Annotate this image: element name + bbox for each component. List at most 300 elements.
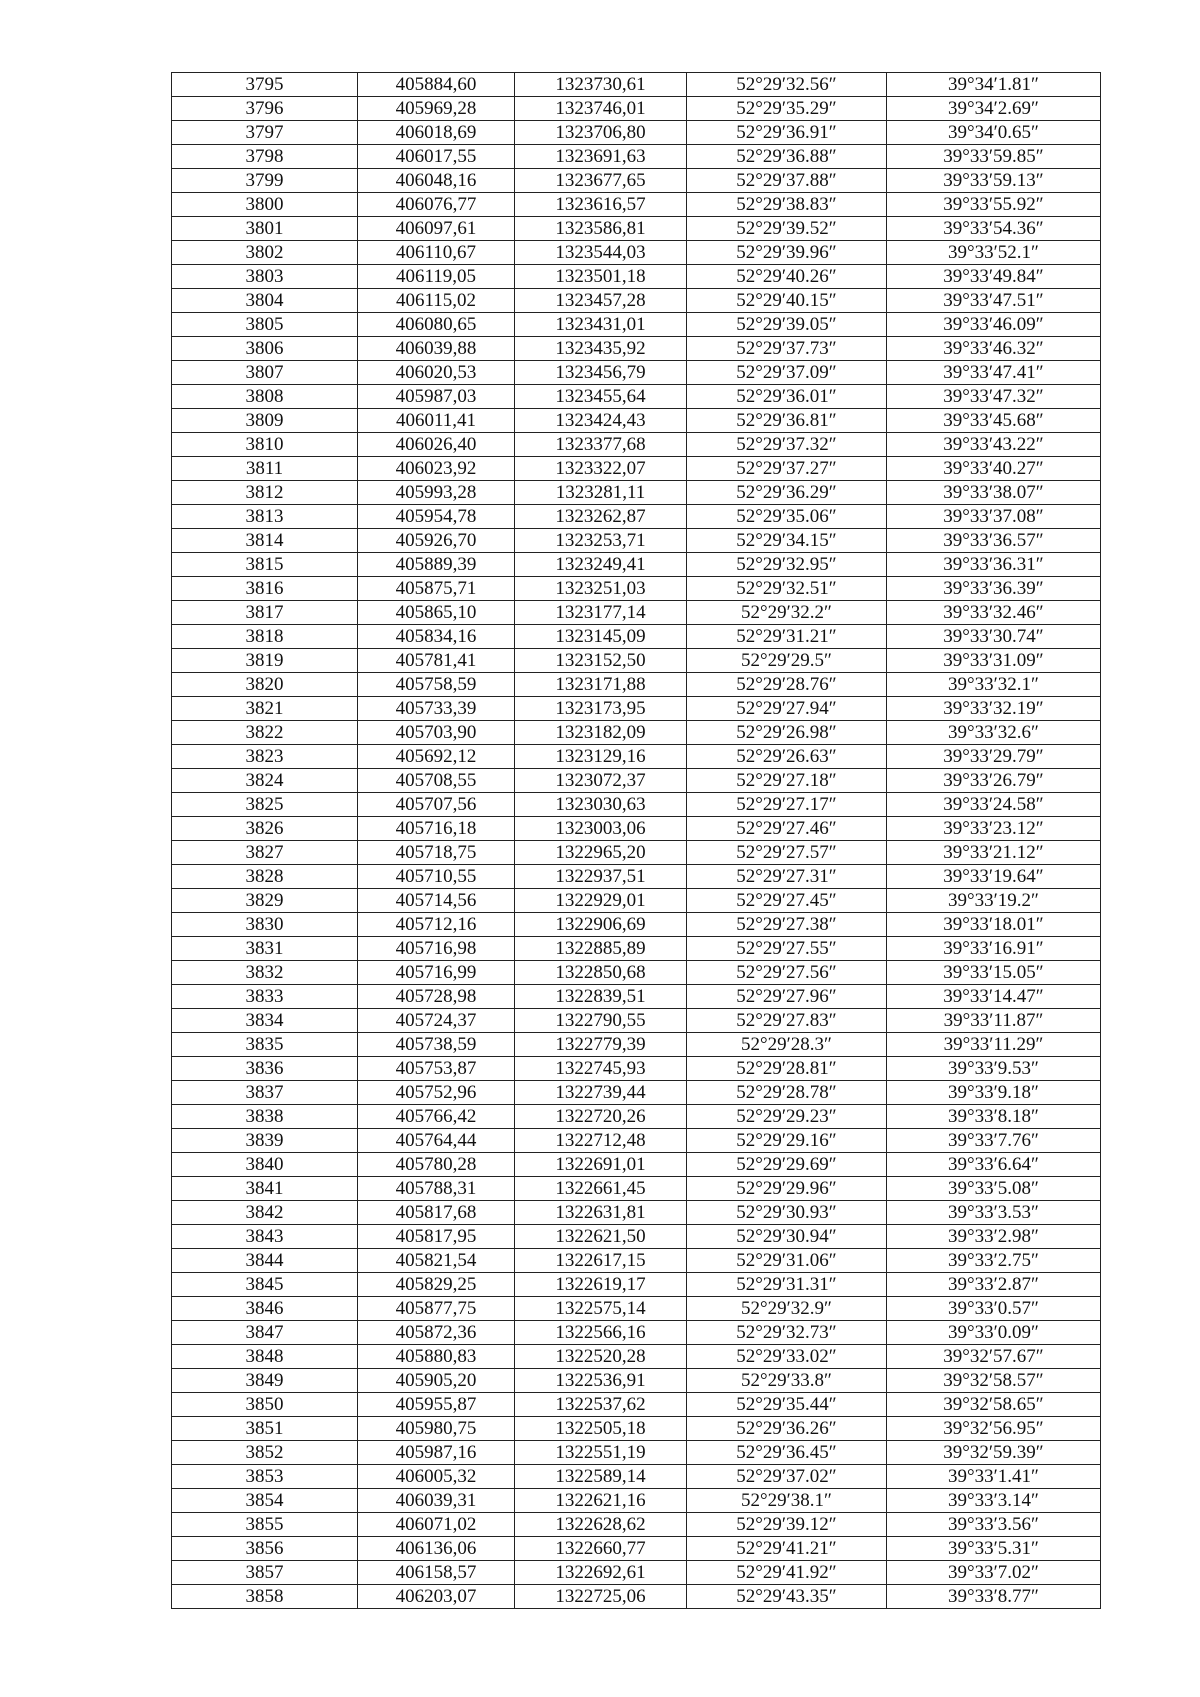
latitude-cell: 52°29′32.73″ xyxy=(687,1321,887,1345)
x-coordinate-cell: 406020,53 xyxy=(358,361,515,385)
longitude-cell: 39°33′19.64″ xyxy=(887,865,1101,889)
table-row xyxy=(172,121,1101,145)
table-row xyxy=(172,841,1101,865)
longitude-cell: 39°33′11.29″ xyxy=(887,1033,1101,1057)
point-number-cell: 3836 xyxy=(172,1057,358,1081)
point-number-cell: 3799 xyxy=(172,169,358,193)
x-coordinate-cell: 405954,78 xyxy=(358,505,515,529)
longitude-cell: 39°32′59.39″ xyxy=(887,1441,1101,1465)
x-coordinate-cell: 405764,44 xyxy=(358,1129,515,1153)
table-row xyxy=(172,505,1101,529)
latitude-cell: 52°29′29.16″ xyxy=(687,1129,887,1153)
y-coordinate-cell: 1322906,69 xyxy=(515,913,687,937)
y-coordinate-cell: 1322790,55 xyxy=(515,1009,687,1033)
point-number-cell: 3846 xyxy=(172,1297,358,1321)
point-number-cell: 3855 xyxy=(172,1513,358,1537)
table-row xyxy=(172,241,1101,265)
longitude-cell: 39°33′36.31″ xyxy=(887,553,1101,577)
table-row xyxy=(172,865,1101,889)
latitude-cell: 52°29′40.15″ xyxy=(687,289,887,313)
point-number-cell: 3816 xyxy=(172,577,358,601)
x-coordinate-cell: 405716,18 xyxy=(358,817,515,841)
point-number-cell: 3797 xyxy=(172,121,358,145)
table-row xyxy=(172,1465,1101,1489)
point-number-cell: 3820 xyxy=(172,673,358,697)
longitude-cell: 39°32′58.65″ xyxy=(887,1393,1101,1417)
point-number-cell: 3822 xyxy=(172,721,358,745)
longitude-cell: 39°33′1.41″ xyxy=(887,1465,1101,1489)
point-number-cell: 3821 xyxy=(172,697,358,721)
longitude-cell: 39°33′7.76″ xyxy=(887,1129,1101,1153)
y-coordinate-cell: 1323691,63 xyxy=(515,145,687,169)
latitude-cell: 52°29′33.02″ xyxy=(687,1345,887,1369)
point-number-cell: 3800 xyxy=(172,193,358,217)
x-coordinate-cell: 406080,65 xyxy=(358,313,515,337)
y-coordinate-cell: 1322628,62 xyxy=(515,1513,687,1537)
point-number-cell: 3798 xyxy=(172,145,358,169)
x-coordinate-cell: 405733,39 xyxy=(358,697,515,721)
table-row xyxy=(172,433,1101,457)
y-coordinate-cell: 1322505,18 xyxy=(515,1417,687,1441)
longitude-cell: 39°33′11.87″ xyxy=(887,1009,1101,1033)
point-number-cell: 3857 xyxy=(172,1561,358,1585)
latitude-cell: 52°29′31.31″ xyxy=(687,1273,887,1297)
x-coordinate-cell: 406119,05 xyxy=(358,265,515,289)
longitude-cell: 39°33′5.31″ xyxy=(887,1537,1101,1561)
table-row xyxy=(172,217,1101,241)
y-coordinate-cell: 1322725,06 xyxy=(515,1585,687,1609)
latitude-cell: 52°29′43.35″ xyxy=(687,1585,887,1609)
latitude-cell: 52°29′31.21″ xyxy=(687,625,887,649)
x-coordinate-cell: 406097,61 xyxy=(358,217,515,241)
y-coordinate-cell: 1322537,62 xyxy=(515,1393,687,1417)
point-number-cell: 3838 xyxy=(172,1105,358,1129)
table-row xyxy=(172,1489,1101,1513)
table-row xyxy=(172,73,1101,97)
longitude-cell: 39°33′15.05″ xyxy=(887,961,1101,985)
point-number-cell: 3804 xyxy=(172,289,358,313)
latitude-cell: 52°29′36.26″ xyxy=(687,1417,887,1441)
table-row xyxy=(172,961,1101,985)
latitude-cell: 52°29′28.3″ xyxy=(687,1033,887,1057)
latitude-cell: 52°29′27.46″ xyxy=(687,817,887,841)
x-coordinate-cell: 406039,31 xyxy=(358,1489,515,1513)
table-row xyxy=(172,889,1101,913)
y-coordinate-cell: 1322937,51 xyxy=(515,865,687,889)
longitude-cell: 39°33′3.56″ xyxy=(887,1513,1101,1537)
point-number-cell: 3803 xyxy=(172,265,358,289)
point-number-cell: 3823 xyxy=(172,745,358,769)
table-row xyxy=(172,769,1101,793)
latitude-cell: 52°29′27.83″ xyxy=(687,1009,887,1033)
latitude-cell: 52°29′34.15″ xyxy=(687,529,887,553)
x-coordinate-cell: 406110,67 xyxy=(358,241,515,265)
x-coordinate-cell: 406071,02 xyxy=(358,1513,515,1537)
latitude-cell: 52°29′39.52″ xyxy=(687,217,887,241)
x-coordinate-cell: 406136,06 xyxy=(358,1537,515,1561)
x-coordinate-cell: 405708,55 xyxy=(358,769,515,793)
x-coordinate-cell: 405707,56 xyxy=(358,793,515,817)
longitude-cell: 39°33′2.87″ xyxy=(887,1273,1101,1297)
longitude-cell: 39°33′23.12″ xyxy=(887,817,1101,841)
x-coordinate-cell: 405692,12 xyxy=(358,745,515,769)
y-coordinate-cell: 1323435,92 xyxy=(515,337,687,361)
longitude-cell: 39°33′6.64″ xyxy=(887,1153,1101,1177)
latitude-cell: 52°29′27.57″ xyxy=(687,841,887,865)
y-coordinate-cell: 1322589,14 xyxy=(515,1465,687,1489)
x-coordinate-cell: 405987,16 xyxy=(358,1441,515,1465)
longitude-cell: 39°33′30.74″ xyxy=(887,625,1101,649)
longitude-cell: 39°33′59.85″ xyxy=(887,145,1101,169)
latitude-cell: 52°29′29.5″ xyxy=(687,649,887,673)
y-coordinate-cell: 1322520,28 xyxy=(515,1345,687,1369)
y-coordinate-cell: 1323457,28 xyxy=(515,289,687,313)
x-coordinate-cell: 405738,59 xyxy=(358,1033,515,1057)
latitude-cell: 52°29′37.27″ xyxy=(687,457,887,481)
table-row xyxy=(172,1273,1101,1297)
latitude-cell: 52°29′35.06″ xyxy=(687,505,887,529)
table-row xyxy=(172,1009,1101,1033)
x-coordinate-cell: 405753,87 xyxy=(358,1057,515,1081)
longitude-cell: 39°33′37.08″ xyxy=(887,505,1101,529)
x-coordinate-cell: 405716,98 xyxy=(358,937,515,961)
y-coordinate-cell: 1323586,81 xyxy=(515,217,687,241)
y-coordinate-cell: 1322619,17 xyxy=(515,1273,687,1297)
longitude-cell: 39°33′3.14″ xyxy=(887,1489,1101,1513)
point-number-cell: 3815 xyxy=(172,553,358,577)
y-coordinate-cell: 1322929,01 xyxy=(515,889,687,913)
y-coordinate-cell: 1323501,18 xyxy=(515,265,687,289)
x-coordinate-cell: 405884,60 xyxy=(358,73,515,97)
y-coordinate-cell: 1323455,64 xyxy=(515,385,687,409)
x-coordinate-cell: 405993,28 xyxy=(358,481,515,505)
latitude-cell: 52°29′39.96″ xyxy=(687,241,887,265)
y-coordinate-cell: 1323746,01 xyxy=(515,97,687,121)
y-coordinate-cell: 1323182,09 xyxy=(515,721,687,745)
table-row xyxy=(172,937,1101,961)
table-row xyxy=(172,1513,1101,1537)
table-row xyxy=(172,409,1101,433)
x-coordinate-cell: 405718,75 xyxy=(358,841,515,865)
y-coordinate-cell: 1323616,57 xyxy=(515,193,687,217)
y-coordinate-cell: 1322660,77 xyxy=(515,1537,687,1561)
latitude-cell: 52°29′36.91″ xyxy=(687,121,887,145)
table-row xyxy=(172,817,1101,841)
table-row xyxy=(172,1177,1101,1201)
table-row xyxy=(172,1441,1101,1465)
longitude-cell: 39°33′14.47″ xyxy=(887,985,1101,1009)
longitude-cell: 39°33′26.79″ xyxy=(887,769,1101,793)
point-number-cell: 3825 xyxy=(172,793,358,817)
longitude-cell: 39°32′57.67″ xyxy=(887,1345,1101,1369)
longitude-cell: 39°33′8.18″ xyxy=(887,1105,1101,1129)
longitude-cell: 39°33′38.07″ xyxy=(887,481,1101,505)
x-coordinate-cell: 405714,56 xyxy=(358,889,515,913)
x-coordinate-cell: 405969,28 xyxy=(358,97,515,121)
longitude-cell: 39°33′0.09″ xyxy=(887,1321,1101,1345)
point-number-cell: 3853 xyxy=(172,1465,358,1489)
latitude-cell: 52°29′29.23″ xyxy=(687,1105,887,1129)
y-coordinate-cell: 1322885,89 xyxy=(515,937,687,961)
latitude-cell: 52°29′41.92″ xyxy=(687,1561,887,1585)
latitude-cell: 52°29′27.18″ xyxy=(687,769,887,793)
point-number-cell: 3802 xyxy=(172,241,358,265)
longitude-cell: 39°33′8.77″ xyxy=(887,1585,1101,1609)
y-coordinate-cell: 1322850,68 xyxy=(515,961,687,985)
latitude-cell: 52°29′27.96″ xyxy=(687,985,887,1009)
x-coordinate-cell: 405880,83 xyxy=(358,1345,515,1369)
y-coordinate-cell: 1322621,16 xyxy=(515,1489,687,1513)
longitude-cell: 39°33′55.92″ xyxy=(887,193,1101,217)
y-coordinate-cell: 1323173,95 xyxy=(515,697,687,721)
longitude-cell: 39°33′2.75″ xyxy=(887,1249,1101,1273)
latitude-cell: 52°29′38.1″ xyxy=(687,1489,887,1513)
y-coordinate-cell: 1323431,01 xyxy=(515,313,687,337)
y-coordinate-cell: 1323249,41 xyxy=(515,553,687,577)
longitude-cell: 39°33′21.12″ xyxy=(887,841,1101,865)
point-number-cell: 3830 xyxy=(172,913,358,937)
latitude-cell: 52°29′37.88″ xyxy=(687,169,887,193)
y-coordinate-cell: 1323544,03 xyxy=(515,241,687,265)
y-coordinate-cell: 1323730,61 xyxy=(515,73,687,97)
longitude-cell: 39°33′32.46″ xyxy=(887,601,1101,625)
x-coordinate-cell: 405766,42 xyxy=(358,1105,515,1129)
table-row xyxy=(172,1297,1101,1321)
longitude-cell: 39°32′58.57″ xyxy=(887,1369,1101,1393)
x-coordinate-cell: 406048,16 xyxy=(358,169,515,193)
x-coordinate-cell: 405829,25 xyxy=(358,1273,515,1297)
y-coordinate-cell: 1322536,91 xyxy=(515,1369,687,1393)
y-coordinate-cell: 1322631,81 xyxy=(515,1201,687,1225)
y-coordinate-cell: 1323262,87 xyxy=(515,505,687,529)
longitude-cell: 39°33′5.08″ xyxy=(887,1177,1101,1201)
x-coordinate-cell: 406115,02 xyxy=(358,289,515,313)
latitude-cell: 52°29′30.94″ xyxy=(687,1225,887,1249)
longitude-cell: 39°33′59.13″ xyxy=(887,169,1101,193)
point-number-cell: 3844 xyxy=(172,1249,358,1273)
point-number-cell: 3851 xyxy=(172,1417,358,1441)
point-number-cell: 3811 xyxy=(172,457,358,481)
y-coordinate-cell: 1322692,61 xyxy=(515,1561,687,1585)
point-number-cell: 3805 xyxy=(172,313,358,337)
longitude-cell: 39°33′46.09″ xyxy=(887,313,1101,337)
x-coordinate-cell: 405780,28 xyxy=(358,1153,515,1177)
latitude-cell: 52°29′35.29″ xyxy=(687,97,887,121)
y-coordinate-cell: 1323706,80 xyxy=(515,121,687,145)
x-coordinate-cell: 406203,07 xyxy=(358,1585,515,1609)
table-row xyxy=(172,625,1101,649)
x-coordinate-cell: 405781,41 xyxy=(358,649,515,673)
point-number-cell: 3827 xyxy=(172,841,358,865)
point-number-cell: 3858 xyxy=(172,1585,358,1609)
latitude-cell: 52°29′37.02″ xyxy=(687,1465,887,1489)
longitude-cell: 39°33′9.53″ xyxy=(887,1057,1101,1081)
x-coordinate-cell: 406158,57 xyxy=(358,1561,515,1585)
longitude-cell: 39°33′31.09″ xyxy=(887,649,1101,673)
latitude-cell: 52°29′31.06″ xyxy=(687,1249,887,1273)
y-coordinate-cell: 1322839,51 xyxy=(515,985,687,1009)
longitude-cell: 39°33′7.02″ xyxy=(887,1561,1101,1585)
latitude-cell: 52°29′27.31″ xyxy=(687,865,887,889)
x-coordinate-cell: 406023,92 xyxy=(358,457,515,481)
x-coordinate-cell: 405817,68 xyxy=(358,1201,515,1225)
longitude-cell: 39°33′16.91″ xyxy=(887,937,1101,961)
longitude-cell: 39°33′29.79″ xyxy=(887,745,1101,769)
table-row xyxy=(172,1321,1101,1345)
table-row xyxy=(172,745,1101,769)
y-coordinate-cell: 1323003,06 xyxy=(515,817,687,841)
point-number-cell: 3841 xyxy=(172,1177,358,1201)
y-coordinate-cell: 1323424,43 xyxy=(515,409,687,433)
latitude-cell: 52°29′32.2″ xyxy=(687,601,887,625)
longitude-cell: 39°33′36.39″ xyxy=(887,577,1101,601)
y-coordinate-cell: 1323129,16 xyxy=(515,745,687,769)
table-row xyxy=(172,1201,1101,1225)
latitude-cell: 52°29′30.93″ xyxy=(687,1201,887,1225)
coordinates-table-body xyxy=(172,73,1101,1609)
latitude-cell: 52°29′36.01″ xyxy=(687,385,887,409)
x-coordinate-cell: 405926,70 xyxy=(358,529,515,553)
y-coordinate-cell: 1322551,19 xyxy=(515,1441,687,1465)
latitude-cell: 52°29′37.09″ xyxy=(687,361,887,385)
table-row xyxy=(172,1057,1101,1081)
longitude-cell: 39°33′52.1″ xyxy=(887,241,1101,265)
y-coordinate-cell: 1322739,44 xyxy=(515,1081,687,1105)
longitude-cell: 39°33′46.32″ xyxy=(887,337,1101,361)
table-row xyxy=(172,985,1101,1009)
latitude-cell: 52°29′35.44″ xyxy=(687,1393,887,1417)
point-number-cell: 3826 xyxy=(172,817,358,841)
y-coordinate-cell: 1322745,93 xyxy=(515,1057,687,1081)
latitude-cell: 52°29′28.78″ xyxy=(687,1081,887,1105)
latitude-cell: 52°29′27.45″ xyxy=(687,889,887,913)
longitude-cell: 39°33′43.22″ xyxy=(887,433,1101,457)
y-coordinate-cell: 1323177,14 xyxy=(515,601,687,625)
latitude-cell: 52°29′37.73″ xyxy=(687,337,887,361)
table-row xyxy=(172,601,1101,625)
table-row xyxy=(172,97,1101,121)
latitude-cell: 52°29′32.51″ xyxy=(687,577,887,601)
point-number-cell: 3831 xyxy=(172,937,358,961)
table-row xyxy=(172,577,1101,601)
point-number-cell: 3850 xyxy=(172,1393,358,1417)
x-coordinate-cell: 405834,16 xyxy=(358,625,515,649)
table-row xyxy=(172,1081,1101,1105)
x-coordinate-cell: 405905,20 xyxy=(358,1369,515,1393)
point-number-cell: 3845 xyxy=(172,1273,358,1297)
point-number-cell: 3852 xyxy=(172,1441,358,1465)
x-coordinate-cell: 405817,95 xyxy=(358,1225,515,1249)
table-row xyxy=(172,721,1101,745)
latitude-cell: 52°29′27.17″ xyxy=(687,793,887,817)
table-row xyxy=(172,1225,1101,1249)
x-coordinate-cell: 405724,37 xyxy=(358,1009,515,1033)
longitude-cell: 39°34′1.81″ xyxy=(887,73,1101,97)
table-row xyxy=(172,1393,1101,1417)
x-coordinate-cell: 405752,96 xyxy=(358,1081,515,1105)
point-number-cell: 3812 xyxy=(172,481,358,505)
table-row xyxy=(172,553,1101,577)
x-coordinate-cell: 406076,77 xyxy=(358,193,515,217)
point-number-cell: 3814 xyxy=(172,529,358,553)
point-number-cell: 3847 xyxy=(172,1321,358,1345)
x-coordinate-cell: 405875,71 xyxy=(358,577,515,601)
table-row xyxy=(172,145,1101,169)
latitude-cell: 52°29′27.38″ xyxy=(687,913,887,937)
longitude-cell: 39°33′2.98″ xyxy=(887,1225,1101,1249)
longitude-cell: 39°33′40.27″ xyxy=(887,457,1101,481)
latitude-cell: 52°29′29.69″ xyxy=(687,1153,887,1177)
y-coordinate-cell: 1323677,65 xyxy=(515,169,687,193)
x-coordinate-cell: 406011,41 xyxy=(358,409,515,433)
x-coordinate-cell: 406017,55 xyxy=(358,145,515,169)
point-number-cell: 3833 xyxy=(172,985,358,1009)
table-row xyxy=(172,1537,1101,1561)
table-row xyxy=(172,169,1101,193)
latitude-cell: 52°29′26.63″ xyxy=(687,745,887,769)
table-row xyxy=(172,385,1101,409)
point-number-cell: 3806 xyxy=(172,337,358,361)
table-row xyxy=(172,1369,1101,1393)
x-coordinate-cell: 406018,69 xyxy=(358,121,515,145)
latitude-cell: 52°29′32.56″ xyxy=(687,73,887,97)
point-number-cell: 3819 xyxy=(172,649,358,673)
y-coordinate-cell: 1323377,68 xyxy=(515,433,687,457)
y-coordinate-cell: 1322712,48 xyxy=(515,1129,687,1153)
point-number-cell: 3829 xyxy=(172,889,358,913)
point-number-cell: 3848 xyxy=(172,1345,358,1369)
table-row xyxy=(172,1129,1101,1153)
latitude-cell: 52°29′27.55″ xyxy=(687,937,887,961)
longitude-cell: 39°33′0.57″ xyxy=(887,1297,1101,1321)
y-coordinate-cell: 1322720,26 xyxy=(515,1105,687,1129)
point-number-cell: 3837 xyxy=(172,1081,358,1105)
point-number-cell: 3839 xyxy=(172,1129,358,1153)
point-number-cell: 3854 xyxy=(172,1489,358,1513)
table-row xyxy=(172,913,1101,937)
x-coordinate-cell: 405821,54 xyxy=(358,1249,515,1273)
point-number-cell: 3818 xyxy=(172,625,358,649)
latitude-cell: 52°29′28.81″ xyxy=(687,1057,887,1081)
y-coordinate-cell: 1323253,71 xyxy=(515,529,687,553)
x-coordinate-cell: 405980,75 xyxy=(358,1417,515,1441)
table-row xyxy=(172,361,1101,385)
table-row xyxy=(172,481,1101,505)
table-row xyxy=(172,1249,1101,1273)
y-coordinate-cell: 1322566,16 xyxy=(515,1321,687,1345)
longitude-cell: 39°33′47.41″ xyxy=(887,361,1101,385)
x-coordinate-cell: 405889,39 xyxy=(358,553,515,577)
y-coordinate-cell: 1323030,63 xyxy=(515,793,687,817)
y-coordinate-cell: 1322779,39 xyxy=(515,1033,687,1057)
table-row xyxy=(172,529,1101,553)
latitude-cell: 52°29′40.26″ xyxy=(687,265,887,289)
point-number-cell: 3856 xyxy=(172,1537,358,1561)
point-number-cell: 3828 xyxy=(172,865,358,889)
table-row xyxy=(172,337,1101,361)
point-number-cell: 3843 xyxy=(172,1225,358,1249)
y-coordinate-cell: 1323152,50 xyxy=(515,649,687,673)
table-row xyxy=(172,457,1101,481)
x-coordinate-cell: 405703,90 xyxy=(358,721,515,745)
point-number-cell: 3832 xyxy=(172,961,358,985)
coordinates-table xyxy=(171,72,1101,1609)
x-coordinate-cell: 405955,87 xyxy=(358,1393,515,1417)
longitude-cell: 39°33′49.84″ xyxy=(887,265,1101,289)
x-coordinate-cell: 405712,16 xyxy=(358,913,515,937)
longitude-cell: 39°33′54.36″ xyxy=(887,217,1101,241)
latitude-cell: 52°29′36.88″ xyxy=(687,145,887,169)
